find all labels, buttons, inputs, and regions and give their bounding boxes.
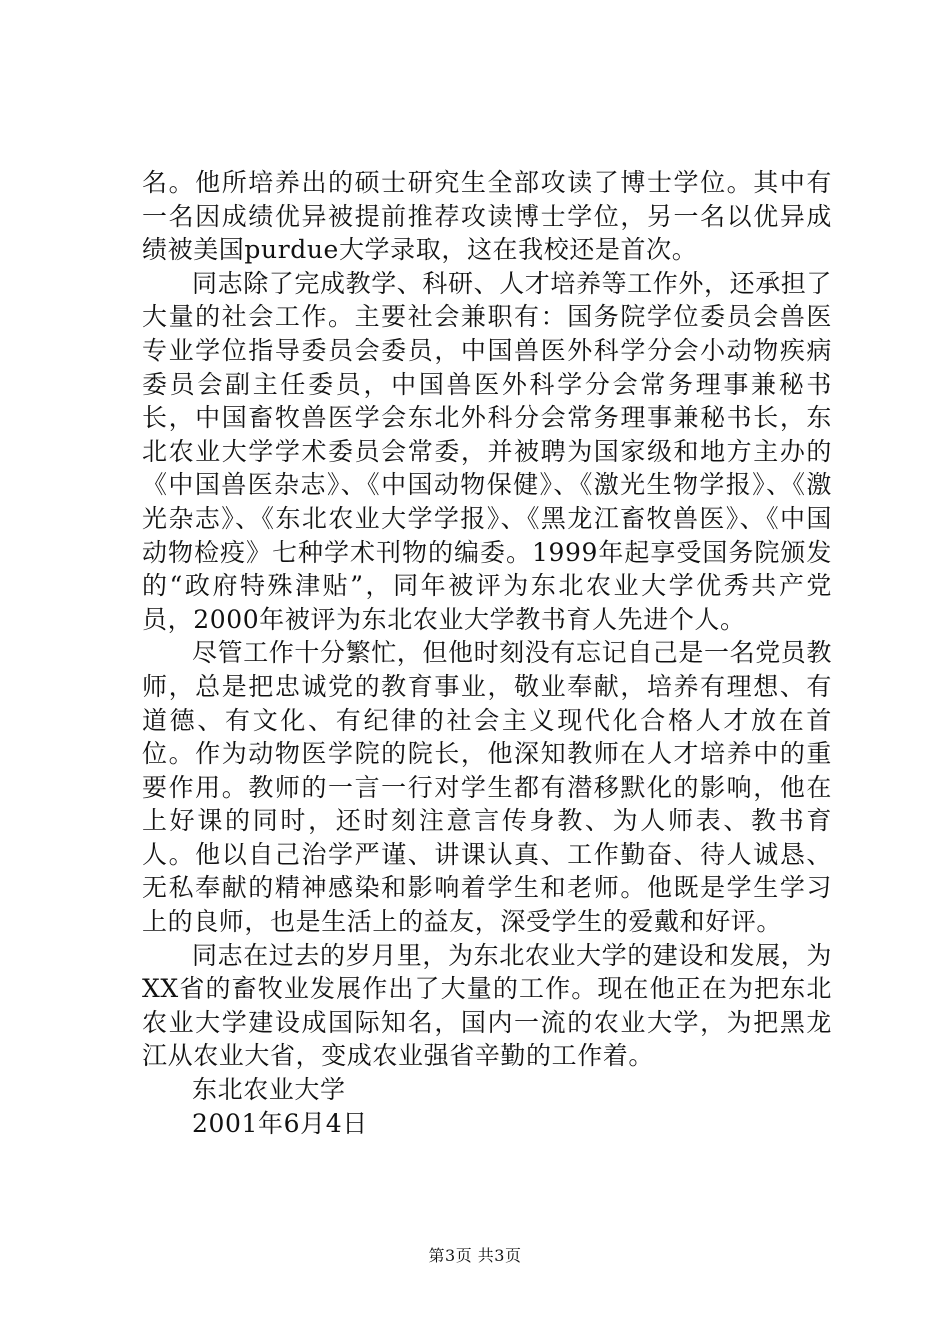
paragraph-continuation: 名。他所培养出的硕士研究生全部攻读了博士学位。其中有一名因成绩优异被提前推荐攻读博士学位，另一名以优异成绩被美国purdue大学录取，这在我校还是首次。 [142, 168, 832, 265]
paragraph-teacher-role: 尽管工作十分繁忙，但他时刻没有忘记自己是一名党员教师，总是把忠诚党的教育事业，敬业奉献，培养有理想、有道德、有文化、有纪律的社会主义现代化合格人才放在首位。作为动物医学院的院长，他深知教师在人才培养中的重要作用。教师的一言一行对学生都有潜移默化的影响，他在上好课的同时，还时刻注意言传身教、为人师表、教书育人。他以自己治学严谨、讲课认真、工作勤奋、待人诚恳、无私奉献的精神感染和影响着学生和老师。他既是学生学习上的良师，也是生活上的益友，深受学生的爱戴和好评。 [142, 638, 833, 937]
paragraph-social-work: 同志除了完成教学、科研、人才培养等工作外，还承担了大量的社会工作。主要社会兼职有：国务院学位委员会兽医专业学位指导委员会委员，中国兽医外科学分会小动物疾病委员会副主任委员，中国兽医外科学分会常务理事兼秘书长，中国畜牧兽医学会东北外科分会常务理事兼秘书长，东北农业大学学术委员会常委，并被聘为国家级和地方主办的《中国兽医杂志》、《中国动物保健》、《激光生物学报》、《激光杂志》、《东北农业大学学报》、《黑龙江畜牧兽医》、《中国动物检疫》七种学术刊物的编委。1999年起享受国务院颁发的“政府特殊津贴”，同年被评为东北农业大学优秀共产党员，2000年被评为东北农业大学教书育人先进个人。 [142, 268, 833, 634]
page-number-label: 第3页 共3页 [428, 1246, 522, 1265]
page-footer [0, 1246, 950, 1266]
signature-organization: 东北农业大学 [192, 1075, 346, 1105]
document-body [142, 166, 832, 1140]
paragraph-contribution: 同志在过去的岁月里，为东北农业大学的建设和发展，为XX省的畜牧业发展作出了大量的工作。现在他正在为把东北农业大学建设成国际知名，国内一流的农业大学，为把黑龙江从农业大省，变成农业强省辛勤的工作着。 [142, 940, 833, 1071]
signature-date: 2001年6月4日 [192, 1108, 368, 1138]
